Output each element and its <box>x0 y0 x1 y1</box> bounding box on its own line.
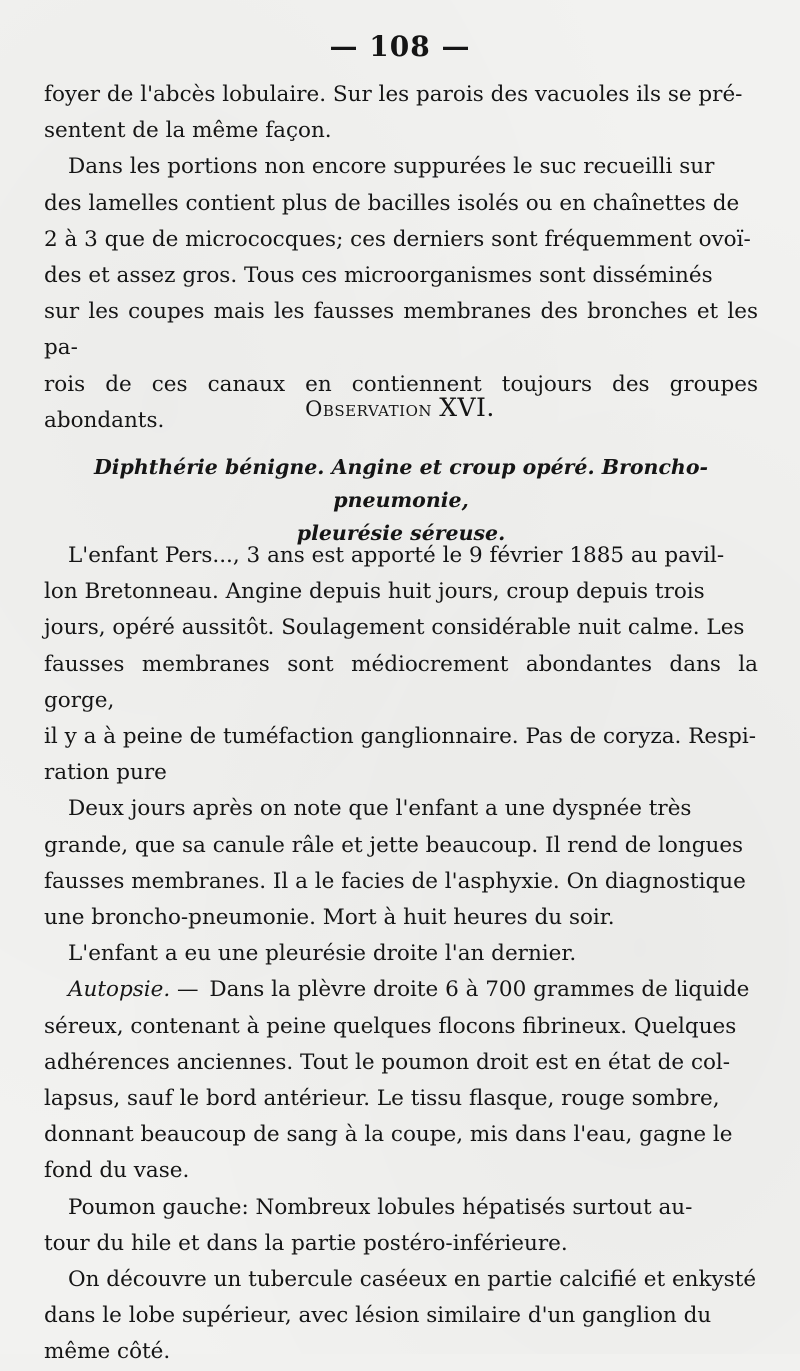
text-line: fausses membranes sont médiocrement abondantes dans la gorge, <box>44 651 758 713</box>
text-line: On découvre un tubercule caséeux en partie calcifié et enkysté <box>68 1267 757 1293</box>
paragraph-tubercule <box>44 1262 758 1371</box>
em-dash: — <box>177 977 199 1003</box>
text-line: lapsus, sauf le bord antérieur. Le tissu flasque, rouge sombre, <box>44 1086 720 1112</box>
text-line: foyer de l'abcès lobulaire. Sur les parois des vacuoles ils se pré- <box>44 82 743 107</box>
text-line: donnant beaucoup de sang à la coupe, mis dans l'eau, gagne le <box>44 1122 733 1148</box>
text-line: ration pure <box>44 760 167 786</box>
text-line: dans le lobe supérieur, avec lésion similaire d'un ganglion du <box>44 1303 712 1329</box>
text-line: lon Bretonneau. Angine depuis huit jours, croup depuis trois <box>44 579 705 605</box>
text-line: jours, opéré aussitôt. Soulagement considérable nuit calme. Les <box>44 615 745 641</box>
top-text-block <box>44 77 758 439</box>
text-line: il y a à peine de tuméfaction ganglionnaire. Pas de coryza. Respi- <box>44 724 757 750</box>
autopsie-label: Autopsie. <box>68 977 171 1003</box>
text-line: sur les coupes mais les fausses membranes des bronches et les pa- <box>44 299 758 361</box>
observation-subtitle <box>44 451 758 550</box>
text-line: grande, que sa canule râle et jette beaucoup. Il rend de longues <box>44 832 744 858</box>
text-line: fausses membranes. Il a le facies de l'asphyxie. On diagnostique <box>44 868 746 894</box>
paragraph-poumon-gauche <box>44 1190 758 1262</box>
paragraph-pleuresie-anterieure <box>44 936 758 972</box>
observation-title <box>0 393 800 422</box>
text-line: adhérences anciennes. Tout le poumon droit est en état de col- <box>44 1049 731 1075</box>
observation-word: Observation <box>305 397 433 421</box>
page-number: — 108 — <box>329 30 471 63</box>
text-line: Dans la plèvre droite 6 à 700 grammes de liquide <box>209 977 750 1003</box>
paragraph-deux-jours <box>44 791 758 936</box>
text-line: des lamelles contient plus de bacilles isolés ou en chaînettes de <box>44 190 740 216</box>
text-line: rois de ces canaux en contiennent toujours des groupes abondants. <box>44 371 758 433</box>
text-line: Deux jours après on note que l'enfant a une dyspnée très <box>68 796 692 822</box>
text-line: séreux, contenant à peine quelques flocons fibrineux. Quelques <box>44 1013 737 1039</box>
observation-body <box>44 538 758 1371</box>
paragraph-enfant-pers <box>44 538 758 791</box>
text-line: Dans les portions non encore suppurées le suc recueilli sur <box>68 154 715 180</box>
text-line: sentent de la même façon. <box>44 118 332 144</box>
paragraph-abces <box>44 77 758 149</box>
text-line: L'enfant Pers..., 3 ans est apporté le 9 février 1885 au pavil- <box>68 543 725 568</box>
text-line: L'enfant a eu une pleurésie droite l'an dernier. <box>68 941 577 967</box>
text-line: une broncho-pneumonie. Mort à huit heures du soir. <box>44 905 615 931</box>
paragraph-autopsie <box>44 972 758 1189</box>
observation-number: XVI. <box>439 393 495 422</box>
text-line: 2 à 3 que de micrococques; ces derniers sont fréquemment ovoï- <box>44 226 751 252</box>
text-line: même côté. <box>44 1339 171 1365</box>
text-line: fond du vase. <box>44 1158 190 1184</box>
subtitle-line: Diphthérie bénigne. Angine et croup opéré. Broncho-pneumonie, <box>93 455 709 512</box>
text-line: Poumon gauche: Nombreux lobules hépatisés surtout au- <box>68 1194 693 1220</box>
subtitle-line: pleurésie séreuse. <box>296 521 506 545</box>
text-line: des et assez gros. Tous ces microorganismes sont disséminés <box>44 263 713 289</box>
text-line: tour du hile et dans la partie postéro-inférieure. <box>44 1230 568 1256</box>
